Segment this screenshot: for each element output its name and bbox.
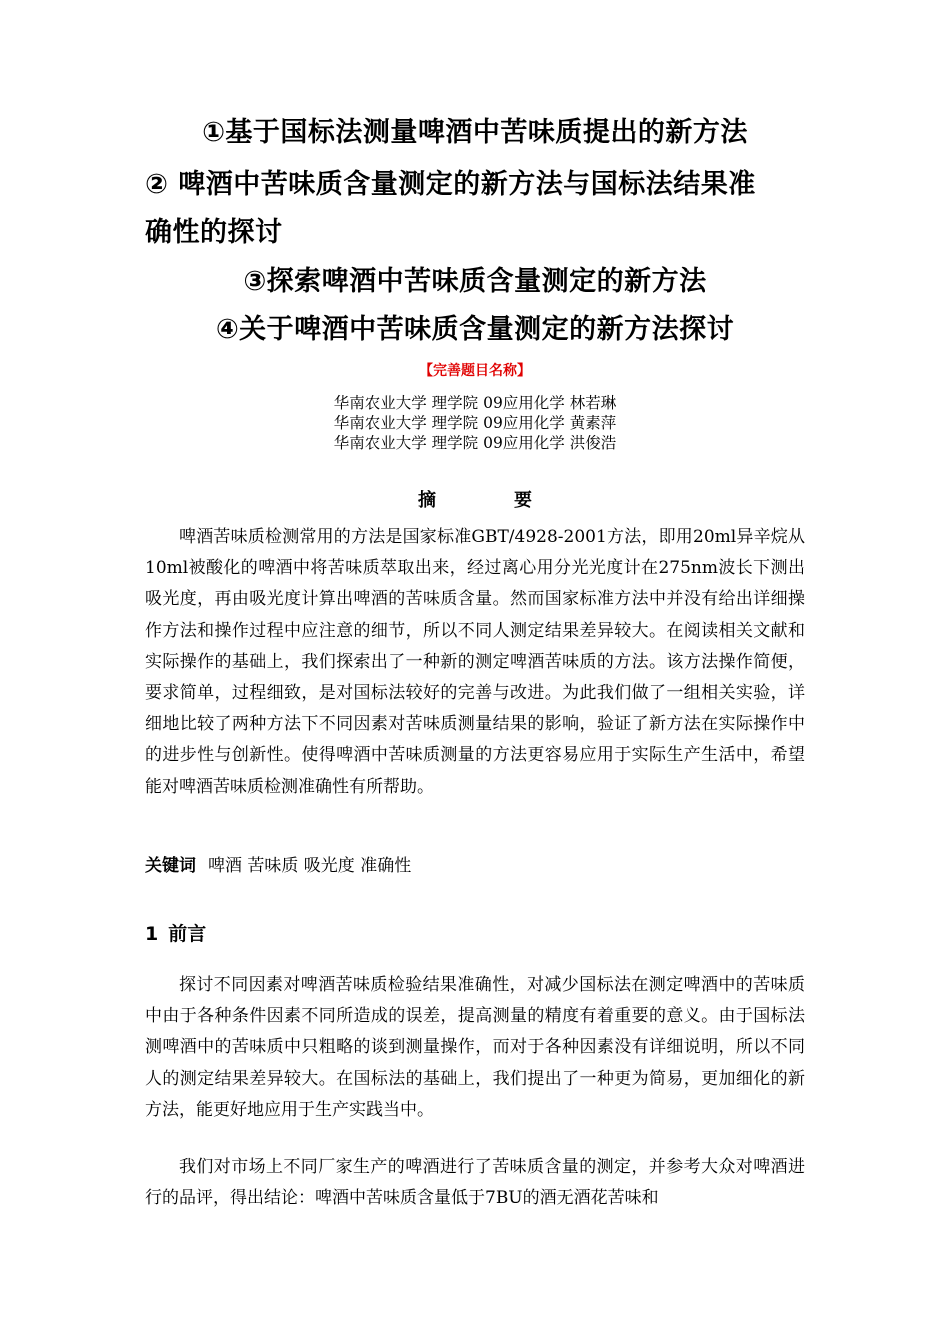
keywords-values: 啤酒 苦味质 吸光度 准确性	[208, 856, 412, 876]
abstract-heading-char: 要	[514, 490, 532, 511]
title-option-4: ④关于啤酒中苦味质含量测定的新方法探讨	[215, 314, 735, 345]
section-heading	[145, 921, 206, 947]
title-option-2-line-2: 确性的探讨	[145, 217, 283, 248]
author-line: 华南农业大学 理学院 09应用化学 洪俊浩	[333, 434, 617, 452]
author-line: 华南农业大学 理学院 09应用化学 林若琳	[333, 394, 617, 412]
abstract-text: 啤酒苦味质检测常用的方法是国家标准GBT/4928-2001方法，即用20ml异辛烷从10ml被酸化的啤酒中将苦味质萃取出来，经过离心用分光光度计在275nm波长下测出吸光度，再由吸光度计算出啤酒的苦味质含量。然而国家标准方法中并没有给出详细操作方法和操作过程中应注意的细节，所以不同人测定结果差异较大。在阅读相关文献和实际操作的基础上，我们探索出了一种新的测定啤酒苦味质的方法。该方法操作简便，要求简单，过程细致，是对国标法较好的完善与改进。为此我们做了一组相关实验，详细地比较了两种方法下不同因素对苦味质测量结果的影响，验证了新方法在实际操作中的进步性与创新性。使得啤酒中苦味质测量的方法更容易应用于实际生产生活中，希望能对啤酒苦味质检测准确性有所帮助。	[145, 527, 805, 797]
title-note: 【完善题目名称】	[419, 363, 531, 379]
body-paragraph: 我们对市场上不同厂家生产的啤酒进行了苦味质含量的测定，并参考大众对啤酒进行的品评，得出结论：啤酒中苦味质含量低于7BU的酒无酒花苦味和	[145, 1157, 805, 1209]
title-option-2-line-1: ② 啤酒中苦味质含量测定的新方法与国标法结果准	[145, 169, 756, 200]
abstract-heading-char: 摘	[418, 490, 436, 511]
title-option-3: ③探索啤酒中苦味质含量测定的新方法	[243, 266, 707, 297]
body-paragraph: 探讨不同因素对啤酒苦味质检验结果准确性，对减少国标法在测定啤酒中的苦味质中由于各种条件因素不同所造成的误差，提高测量的精度有着重要的意义。由于国标法测啤酒中的苦味质中只粗略的谈到测量操作，而对于各种因素没有详细说明，所以不同人的测定结果差异较大。在国标法的基础上，我们提出了一种更为简易，更加细化的新方法，能更好地应用于生产实践当中。	[145, 975, 805, 1120]
author-list	[0, 393, 950, 453]
title-option-1: ①基于国标法测量啤酒中苦味质提出的新方法	[202, 117, 748, 148]
keywords	[145, 853, 411, 879]
section-number: 1	[145, 923, 159, 945]
abstract-heading	[0, 489, 950, 513]
section-title: 前言	[168, 923, 207, 945]
keywords-label: 关键词	[145, 856, 196, 876]
author-line: 华南农业大学 理学院 09应用化学 黄素萍	[333, 414, 617, 432]
